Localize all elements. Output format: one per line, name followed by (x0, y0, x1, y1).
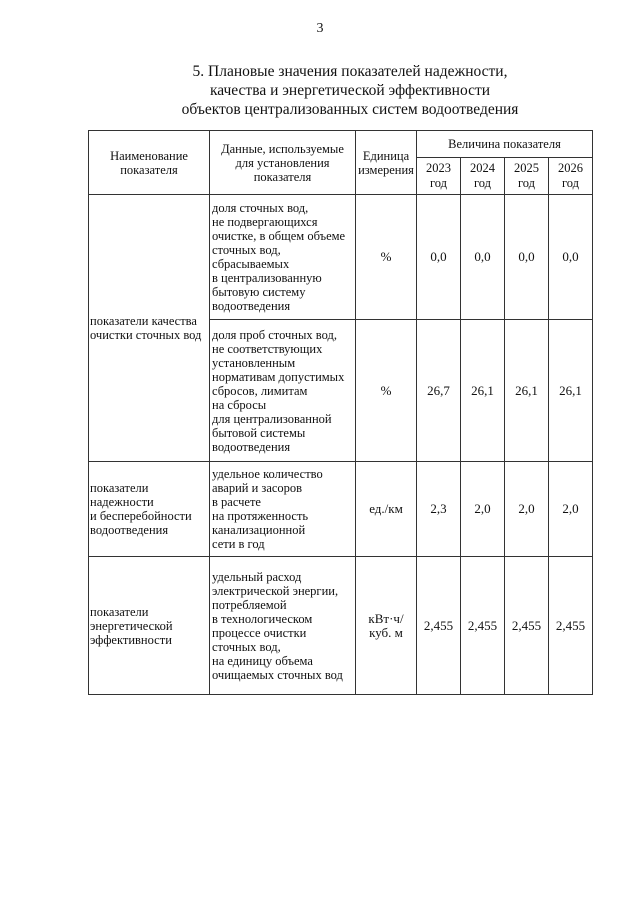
indicator-value: 2,3 (417, 462, 461, 557)
indicator-description: удельный расход электрической энергии, потребляемой в технологическом процессе очистки сточных вод, на единицу объема очищаемых сточных вод (210, 557, 356, 695)
indicator-value: 2,455 (461, 557, 505, 695)
table-row (89, 557, 593, 695)
header-year-2025: 2025 год (505, 158, 549, 195)
indicator-value: 2,455 (505, 557, 549, 695)
indicator-value: 26,7 (417, 320, 461, 462)
header-year-2024: 2024 год (461, 158, 505, 195)
indicator-unit: ед./км (356, 462, 417, 557)
indicator-unit: % (356, 320, 417, 462)
indicator-description: доля проб сточных вод, не соответствующих установленным нормативам допустимых сбросов, лимитам на сбросы для централизованной бытовой системы водоотведения (210, 320, 356, 462)
indicator-value: 2,455 (417, 557, 461, 695)
indicator-value: 2,455 (549, 557, 593, 695)
section-title-line: объектов централизованных систем водоотведения (181, 101, 519, 118)
table-row (89, 462, 593, 557)
indicator-value: 0,0 (549, 195, 593, 320)
indicator-value: 0,0 (461, 195, 505, 320)
indicator-value: 2,0 (505, 462, 549, 557)
indicator-value: 26,1 (461, 320, 505, 462)
indicator-value: 2,0 (549, 462, 593, 557)
page-number: 3 (316, 21, 324, 36)
indicator-value: 2,0 (461, 462, 505, 557)
indicator-unit: кВт·ч/ куб. м (356, 557, 417, 695)
indicator-group-name: показатели надежности и бесперебойности водоотведения (89, 462, 210, 557)
table-body (89, 195, 593, 695)
indicator-unit: % (356, 195, 417, 320)
section-title-line: качества и энергетической эффективности (209, 82, 491, 99)
indicator-value: 0,0 (505, 195, 549, 320)
indicator-value: 0,0 (417, 195, 461, 320)
indicator-description: удельное количество аварий и засоров в расчете на протяженность канализационной сети в год (210, 462, 356, 557)
indicator-group-name: показатели энергетической эффективности (89, 557, 210, 695)
header-value-group: Величина показателя (417, 131, 593, 158)
indicator-value: 26,1 (549, 320, 593, 462)
section-title (180, 62, 520, 119)
section-title-line: 5. Плановые значения показателей надежности, (192, 63, 508, 80)
indicators-table (88, 130, 593, 695)
header-year-2026: 2026 год (549, 158, 593, 195)
indicator-group-name: показатели качества очистки сточных вод (89, 195, 210, 462)
header-year-2023: 2023 год (417, 158, 461, 195)
table-row (89, 195, 593, 320)
header-unit: Единица измерения (356, 131, 417, 195)
header-data-used: Данные, используемые для установления показателя (210, 131, 356, 195)
indicator-description: доля сточных вод, не подвергающихся очистке, в общем объеме сточных вод, сбрасываемых в централизованную бытовую систему водоотведения (210, 195, 356, 320)
indicator-value: 26,1 (505, 320, 549, 462)
header-name: Наименование показателя (89, 131, 210, 195)
